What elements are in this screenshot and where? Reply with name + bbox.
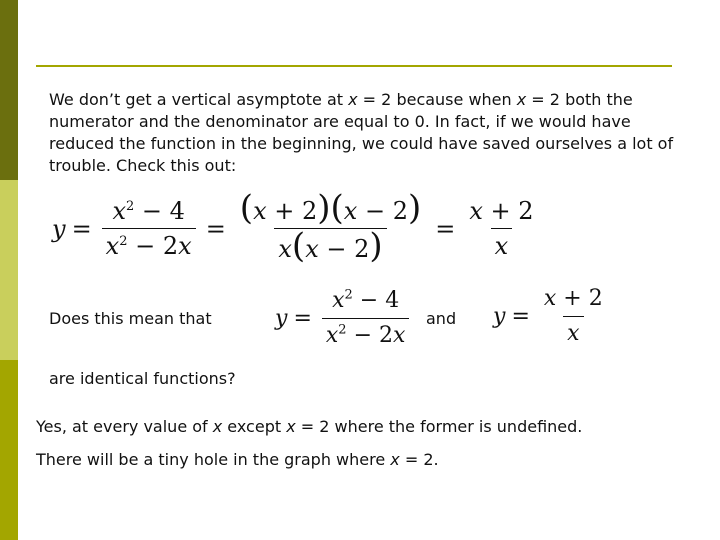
intro-var-x-2: x bbox=[516, 90, 527, 109]
simplification-equation: y = $\frac{x^2 - 4}{x^2 - 2x}$ = $\frac{(x + 2)(x - 2)}{x(x - 2)}$ = $\frac{x + 2}{x}$ bbox=[52, 193, 542, 264]
answer-line-2: There will be a tiny hole in the graph where x = 2. bbox=[36, 450, 439, 469]
factored-fraction: $\frac{(x + 2)(x - 2)}{x(x - 2)}$ bbox=[239, 188, 422, 266]
question-and: and bbox=[426, 309, 457, 328]
intro-text-3: = 2 both the numerator and the denominator are equal to 0. In fact, if we would have reduced the function in the beginning, we could have saved ourselves a lot of trouble. Check this out: bbox=[49, 90, 674, 175]
reduced-fraction: $\frac{x + 2}{x}$ bbox=[469, 197, 534, 260]
sidebar-accent-bottom bbox=[0, 360, 18, 540]
intro-paragraph bbox=[49, 89, 689, 177]
header-divider bbox=[36, 65, 672, 67]
original-fraction: $\frac{x^2 - 4}{x^2 - 2x}$ bbox=[102, 196, 196, 261]
intro-text-2: = 2 because when bbox=[357, 90, 517, 109]
reduced-function: y = $\frac{x + 2}{x}$ bbox=[493, 284, 611, 349]
answer-line-1: Yes, at every value of x except x = 2 where the former is undefined. bbox=[36, 417, 583, 436]
original-function: y = $\frac{x^2 - 4}{x^2 - 2x}$ bbox=[275, 286, 413, 351]
question-tail: are identical functions? bbox=[49, 369, 236, 388]
intro-var-x-1: x bbox=[348, 90, 358, 109]
sidebar-accent-middle bbox=[0, 180, 18, 360]
question-lead: Does this mean that bbox=[49, 309, 212, 328]
intro-text-1: We don’t get a vertical asymptote at bbox=[49, 90, 349, 109]
sidebar-accent-top bbox=[0, 0, 18, 180]
